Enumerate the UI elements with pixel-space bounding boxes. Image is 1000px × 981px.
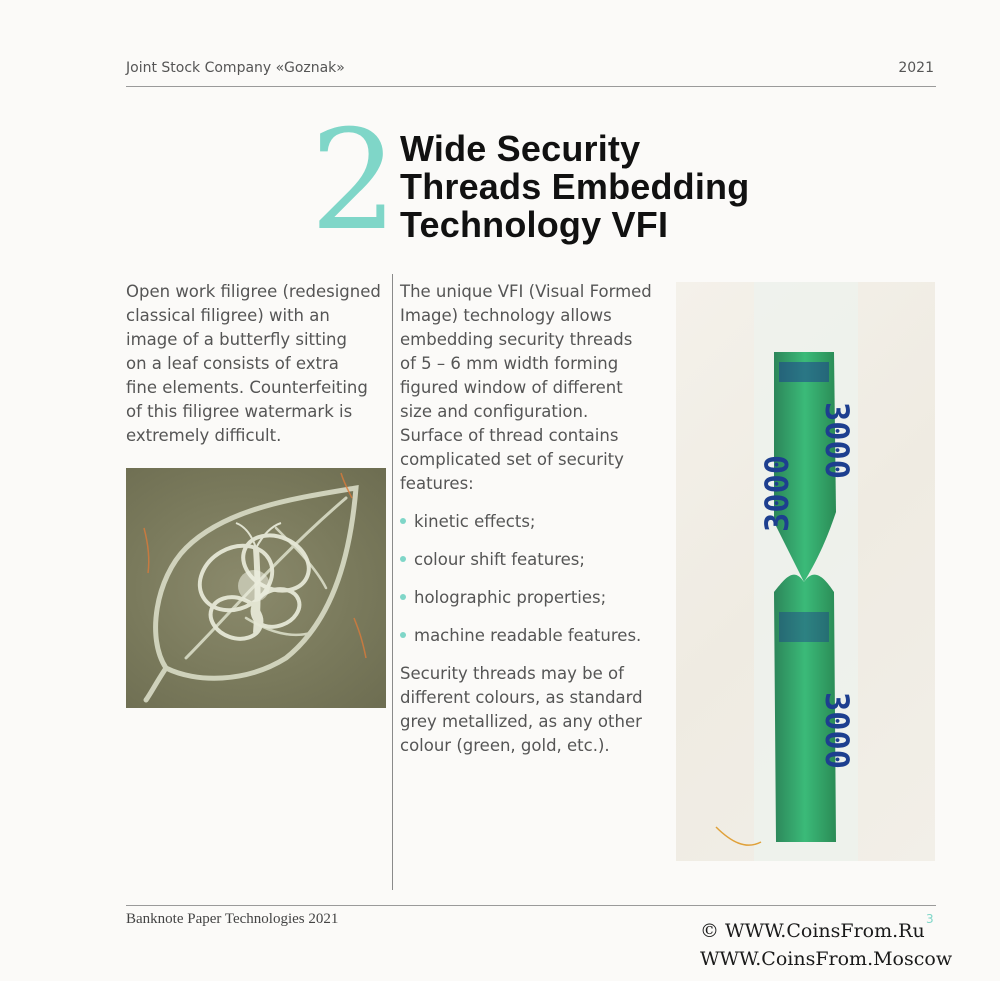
filigree-description [126,280,388,448]
text-line: complicated set of security [400,450,624,469]
list-item: colour shift features; [400,548,670,586]
bullet-dot-icon [400,594,406,600]
page-number: 3 [926,912,934,926]
text-line: of this filigree watermark is [126,402,353,421]
header-company: Joint Stock Company «Goznak» [126,60,345,76]
text-line: on a leaf consists of extra [126,354,339,373]
thread-denomination: 3000 [818,402,856,480]
text-line: Image) technology allows [400,306,612,325]
text-line: Security threads may be of [400,664,624,683]
list-item: machine readable features. [400,624,670,662]
thread-denomination: 3000 [818,692,856,770]
footer-divider [126,905,936,906]
section-number: 2 [310,100,398,261]
text-line: colour (green, gold, etc.). [400,736,610,755]
feature-list [400,510,670,662]
title-line: Technology VFI [400,204,669,245]
list-item: holographic properties; [400,586,670,624]
text-line: extremely difficult. [126,426,282,445]
text-line: size and configuration. [400,402,589,421]
watermark-line-2: WWW.CoinsFrom.Moscow [700,948,953,970]
text-line: figured window of different [400,378,623,397]
closing-paragraph [400,662,670,758]
footer-publication: Banknote Paper Technologies 2021 [126,911,339,927]
security-thread-image [676,282,935,861]
butterfly-leaf-filigree-icon [126,468,386,708]
column-divider [392,274,393,890]
text-line: classical filigree) with an [126,306,330,325]
text-line: grey metallized, as any other [400,712,642,731]
list-item: kinetic effects; [400,510,670,548]
header-divider [126,86,936,87]
security-thread-illustration [676,282,935,861]
text-line: different colours, as standard [400,688,643,707]
title-line: Threads Embedding [400,166,750,207]
text-line: Surface of thread contains [400,426,619,445]
section-title [400,130,800,244]
bullet-dot-icon [400,632,406,638]
header-year: 2021 [898,60,934,76]
bullet-dot-icon [400,518,406,524]
title-line: Wide Security [400,128,641,169]
text-line: fine elements. Counterfeiting [126,378,368,397]
watermark-line-1: © WWW.CoinsFrom.Ru [700,920,925,942]
thread-denomination: 3000 [758,454,796,532]
vfi-description [400,280,670,758]
text-line: of 5 – 6 mm width forming [400,354,619,373]
text-line: features: [400,474,474,493]
text-line: Open work filigree (redesigned [126,282,381,301]
bullet-dot-icon [400,556,406,562]
text-line: embedding security threads [400,330,633,349]
text-line: The unique VFI (Visual Formed [400,282,652,301]
text-line: image of a butterfly sitting [126,330,347,349]
filigree-watermark-image [126,468,386,708]
